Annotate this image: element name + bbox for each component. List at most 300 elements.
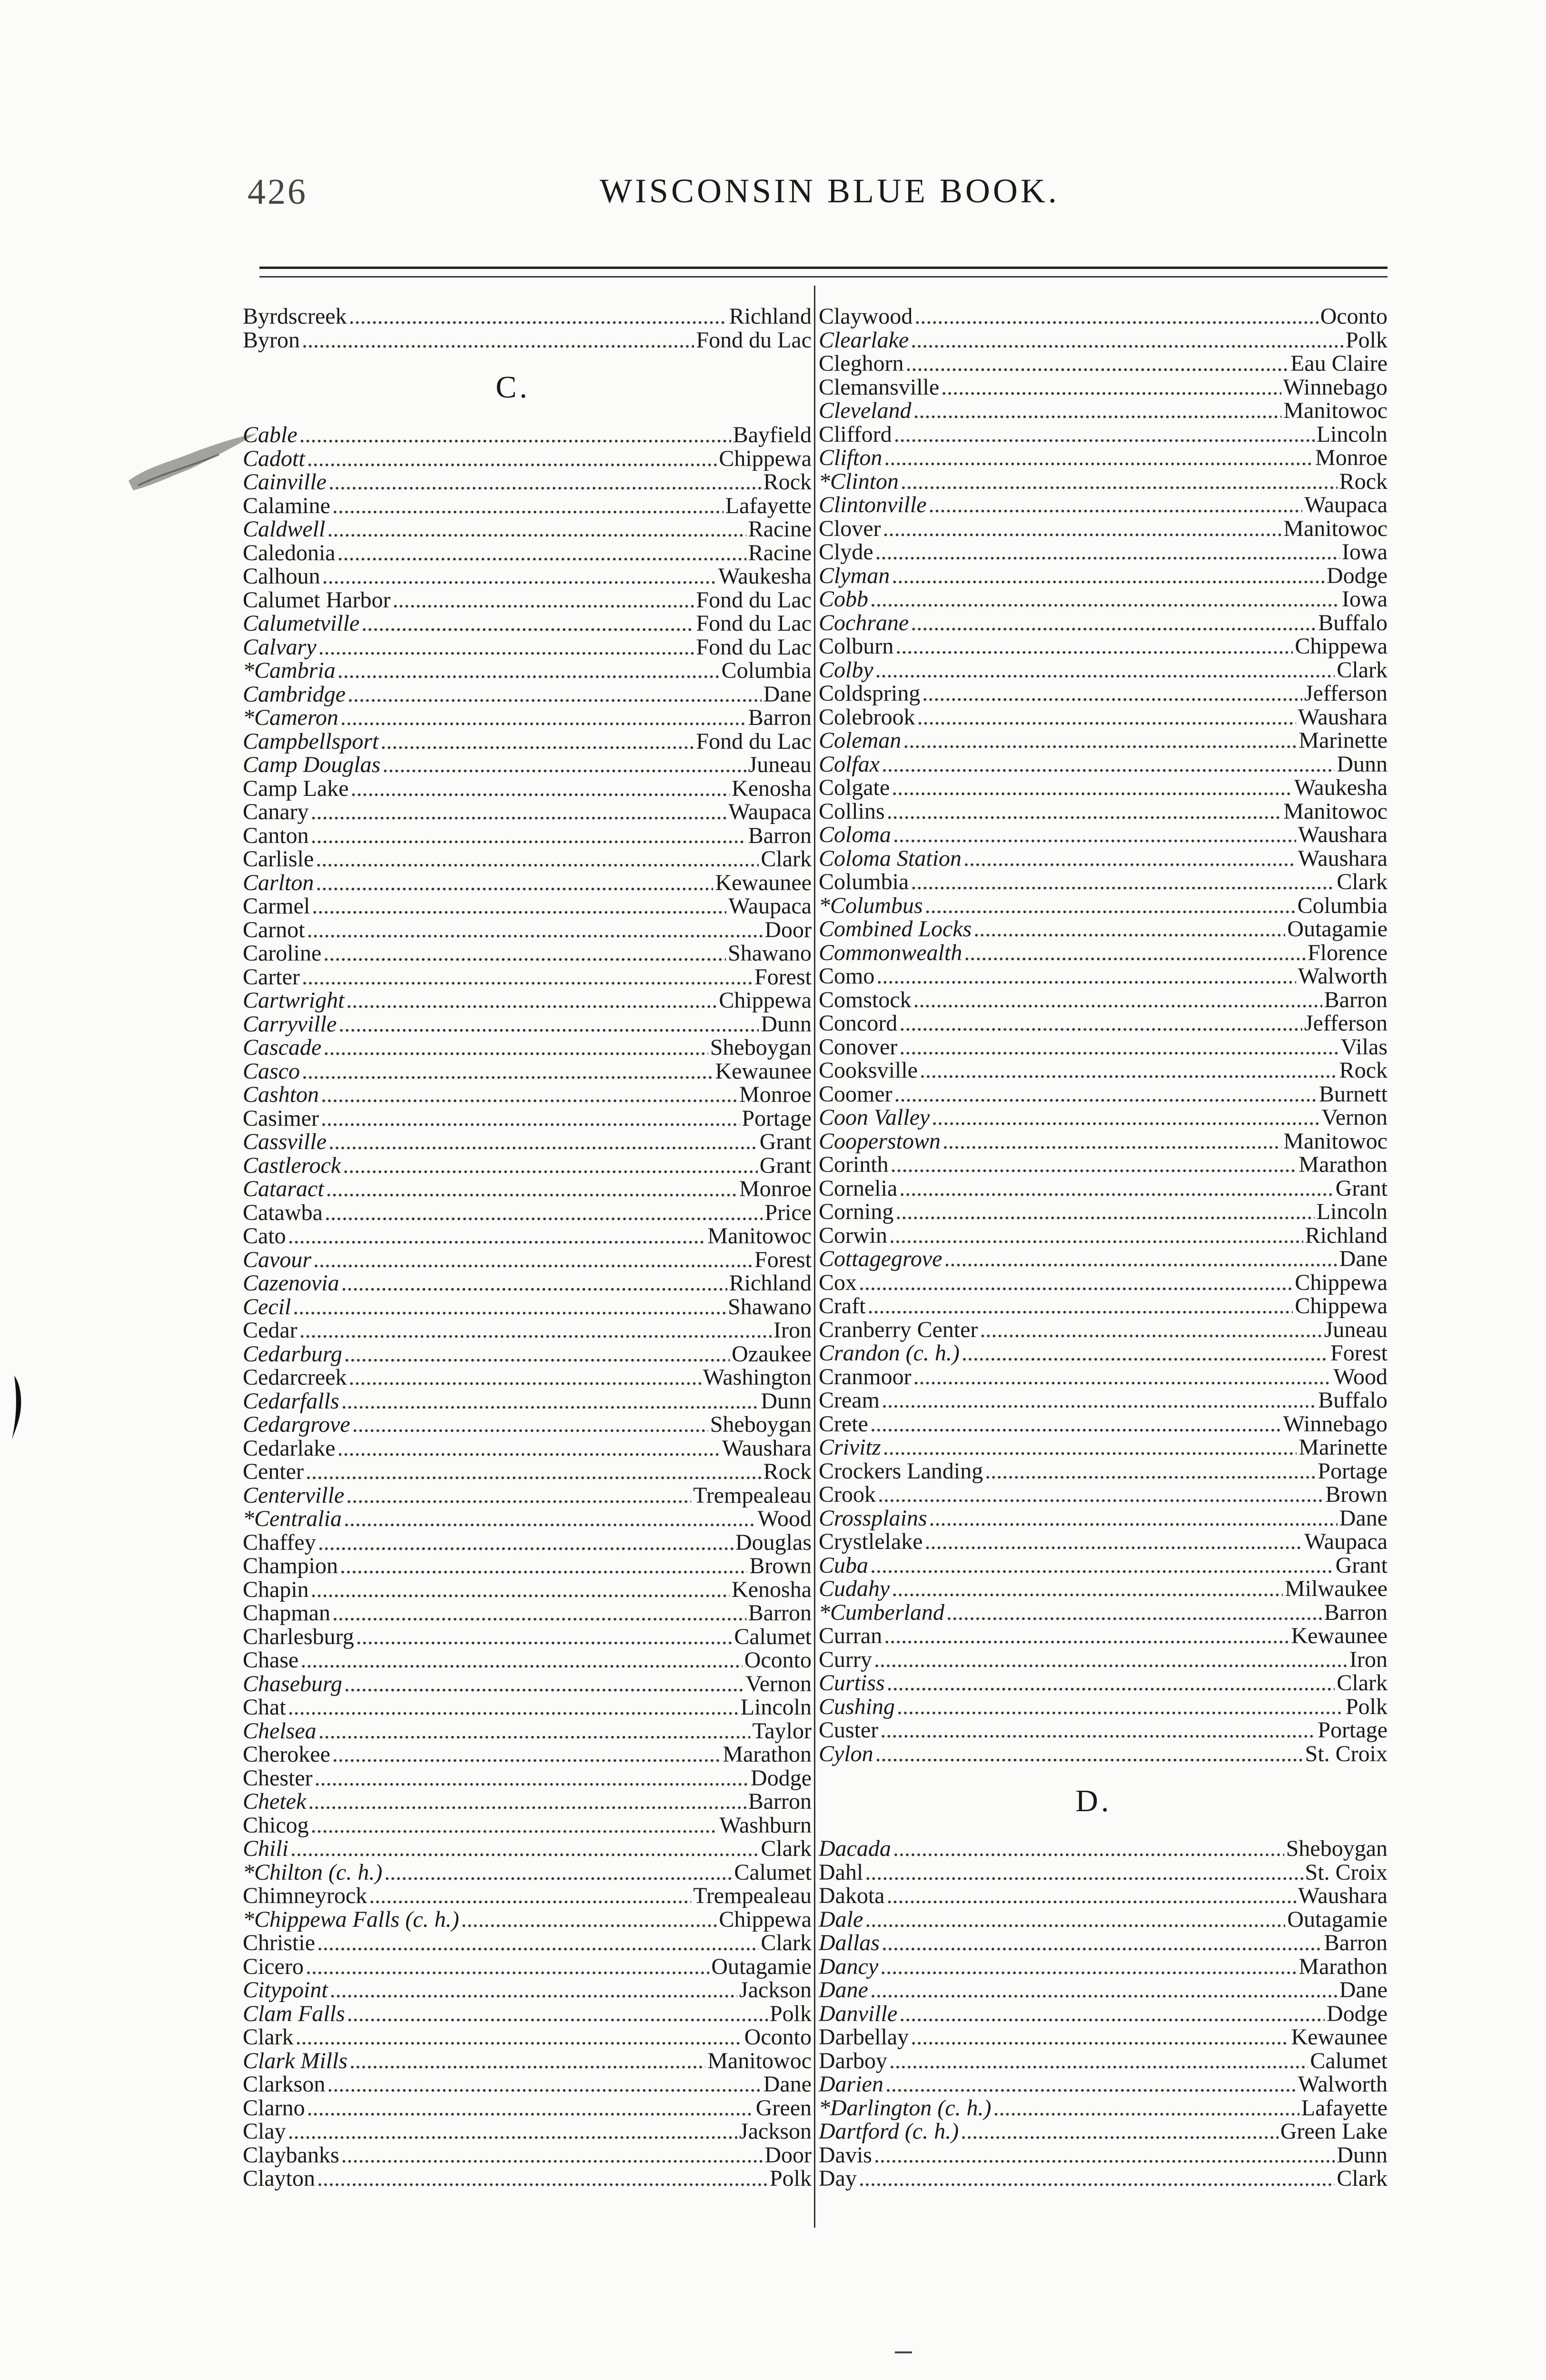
bottom-mark [895,2351,912,2353]
county-name: Door [764,917,812,942]
gazetteer-entry [243,1342,812,1366]
gazetteer-entry [243,1861,812,1884]
gazetteer-entry [819,2002,1387,2026]
gazetteer-entry [819,446,1387,470]
place-name: Cushing [819,1694,895,1719]
place-name: Dale [819,1906,863,1932]
leader-dots [865,1861,1303,1884]
place-name: Cornelia [819,1175,898,1201]
place-name: Chester [243,1765,313,1791]
gazetteer-entry [819,1861,1387,1884]
county-name: Forest [754,964,812,990]
section-letter: D. [1075,1784,1112,1818]
gazetteer-entry [819,1318,1387,1342]
place-name: Crook [819,1482,876,1507]
county-name: Dane [1339,1246,1387,1271]
place-name: Cox [819,1269,857,1295]
county-name: Barron [1324,1599,1387,1625]
county-name: Grant [1335,1552,1387,1578]
gazetteer-entry [243,1060,812,1083]
gazetteer-entry [243,1814,812,1837]
place-name: Danville [819,2001,898,2026]
county-name: Waupaca [728,799,812,824]
gazetteer-entry [243,942,812,965]
leader-dots [883,517,1282,541]
place-name: Colebrook [819,704,915,730]
county-name: Chippewa [719,446,812,471]
county-name: Polk [769,2001,812,2026]
leader-dots [341,2143,763,2167]
county-name: Fond du Lac [696,728,812,754]
leader-dots [891,1153,1297,1177]
county-name: Ozaukee [732,1341,812,1367]
gazetteer-entry [819,399,1387,423]
place-name: Champion [243,1553,338,1578]
gazetteer-entry [819,1271,1387,1295]
county-name: Barron [748,1600,812,1626]
place-name: Canton [243,823,309,848]
leader-dots [892,1577,1283,1601]
place-name: Crete [819,1411,868,1437]
leader-dots [859,2167,1335,2191]
county-name: Shawano [728,941,812,966]
county-name: Marathon [723,1742,812,1767]
gazetteer-entry [819,870,1387,894]
county-name: Manitowoc [1283,398,1387,423]
county-name: Clark [761,1836,812,1861]
leader-dots [302,1060,713,1083]
leader-dots [306,1955,709,1979]
leader-dots [327,2073,761,2096]
gazetteer-entry [819,611,1387,635]
leader-dots [944,1247,1338,1271]
place-name: Coldspring [819,681,921,706]
place-name: Clearlake [819,327,909,353]
leader-dots [347,683,762,706]
leader-dots [946,1601,1322,1625]
gazetteer-entry [243,1672,812,1696]
place-name: Crivitz [819,1435,881,1460]
gazetteer-entry [819,1577,1387,1601]
place-name: Conover [819,1034,898,1060]
leader-dots [893,1837,1284,1861]
leader-dots [328,470,762,494]
place-name: Claywood [819,304,913,329]
county-name: Waushara [1298,1883,1387,1908]
place-name: Colgate [819,775,890,800]
place-name: *Clinton [819,468,899,494]
county-name: Richland [729,304,812,329]
place-name: Centerville [243,1482,345,1508]
leader-dots [887,800,1282,823]
county-name: Monroe [739,1082,812,1107]
leader-dots [306,1460,762,1484]
county-name: Waupaca [728,893,812,919]
gazetteer-entry [243,730,812,754]
place-name: Caroline [243,941,322,966]
gazetteer-entry [243,1460,812,1484]
leader-dots [925,1530,1303,1554]
gazetteer-entry [819,682,1387,705]
leader-dots [341,1271,727,1295]
county-name: Racine [748,516,812,542]
county-name: Oconto [744,2024,812,2050]
county-name: Monroe [1315,445,1387,470]
place-name: Clark [243,2024,294,2050]
place-name: Chicog [243,1812,309,1838]
gazetteer-entry [243,1484,812,1507]
county-name: Kenosha [732,1577,812,1602]
gazetteer-entry [243,1154,812,1178]
leader-dots [317,1931,759,1955]
gazetteer-entry [243,1177,812,1201]
place-name: Dane [819,1977,868,2003]
county-name: Grant [759,1152,812,1178]
place-name: Camp Douglas [243,752,381,777]
county-name: St. Croix [1305,1741,1387,1766]
county-name: Chippewa [1295,1269,1387,1295]
gazetteer-entry [243,2073,812,2096]
county-name: Polk [1345,327,1387,353]
gazetteer-entry [819,1483,1387,1507]
gazetteer-entry [243,1696,812,1719]
county-name: Chippewa [1295,1293,1387,1319]
place-name: Carnot [243,917,305,942]
gazetteer-entry [243,1201,812,1225]
place-name: Cranberry Center [819,1317,978,1342]
county-name: Green Lake [1280,2119,1387,2144]
gazetteer-entry [819,1082,1387,1106]
gazetteer-entry [243,1578,812,1602]
leader-dots [302,965,753,989]
leader-dots [323,1036,708,1060]
gazetteer-entry [819,658,1387,682]
leader-dots [296,2025,743,2049]
county-name: Manitowoc [1283,798,1387,824]
gazetteer-entry [819,635,1387,658]
leader-dots [307,918,763,942]
county-name: Shawano [728,1294,812,1319]
place-name: Chaseburg [243,1671,342,1696]
place-name: Clover [819,516,881,541]
county-name: Brown [749,1553,812,1578]
county-name: Walworth [1298,963,1387,989]
county-name: Iowa [1342,586,1387,612]
county-name: Dane [763,2072,812,2097]
gazetteer-entry [819,1130,1387,1153]
leader-dots [895,635,1293,658]
section-letter: C. [496,370,530,405]
county-name: Outagamie [1287,916,1387,942]
leader-dots [913,988,1322,1012]
gazetteer-entry [243,1295,812,1319]
leader-dots [882,1388,1316,1412]
gazetteer-entry [819,1247,1387,1271]
gazetteer-entry [819,1648,1387,1672]
gazetteer-entry [243,918,812,942]
leader-dots [911,328,1344,352]
gazetteer-entry [819,776,1387,800]
leader-dots [340,706,746,730]
gazetteer-entry [243,1743,812,1766]
leader-dots [307,447,717,471]
county-name: Richland [1305,1222,1387,1248]
place-name: *Cameron [243,705,338,730]
county-name: Kewaunee [1291,1623,1387,1648]
leader-dots [875,540,1340,564]
place-name: Cedarburg [243,1341,342,1367]
place-name: Cartwright [243,988,345,1013]
county-name: Waushara [1298,845,1387,871]
place-name: Clay [243,2119,286,2144]
gazetteer-entry [243,706,812,730]
gazetteer-entry [243,305,812,328]
gazetteer-entry [243,470,812,494]
gazetteer-entry [243,2002,812,2026]
place-name: Cranmoor [819,1364,912,1389]
place-name: Chili [243,1836,289,1861]
gazetteer-entry [243,588,812,612]
leader-dots [980,1318,1322,1342]
leader-dots [903,729,1297,753]
gazetteer-entry [819,753,1387,776]
gazetteer-entry [243,565,812,588]
leader-dots [894,423,1315,446]
county-name: Waushara [1298,704,1387,730]
leader-dots [321,1083,737,1107]
place-name: Dacada [819,1836,891,1861]
place-name: Crandon (c. h.) [819,1340,960,1366]
county-name: Winnebago [1283,1411,1387,1437]
leader-dots [899,1177,1333,1200]
gazetteer-entry [243,2025,812,2049]
leader-dots [925,894,1296,918]
leader-dots [461,1908,717,1932]
leader-dots [302,328,694,352]
place-name: Curran [819,1623,882,1648]
place-name: Combined Locks [819,916,972,942]
gazetteer-entry [243,2143,812,2167]
place-name: Carryville [243,1011,337,1037]
place-name: Coloma [819,822,892,847]
county-name: Manitowoc [707,1223,812,1249]
leader-dots [899,2002,1325,2026]
leader-dots [328,1130,758,1154]
leader-dots [349,305,727,328]
gazetteer-entry [819,1624,1387,1648]
county-name: Dane [1339,1977,1387,2003]
county-name: Grant [759,1129,812,1154]
leader-dots [384,1861,732,1884]
gazetteer-entry [819,423,1387,446]
county-name: Taylor [752,1718,812,1744]
county-name: Oconto [744,1647,812,1673]
county-name: Eau Claire [1290,351,1387,376]
place-name: Clyde [819,539,873,565]
place-name: Clam Falls [243,2001,345,2026]
leader-dots [895,1200,1314,1224]
county-name: Jackson [739,1977,812,2003]
place-name: Cottagegrove [819,1246,942,1271]
county-name: Forest [1330,1340,1387,1366]
county-name: Iron [773,1318,812,1343]
gazetteer-entry [819,847,1387,871]
place-name: Dahl [819,1859,863,1885]
gazetteer-entry [243,659,812,683]
county-name: Waupaca [1304,492,1387,517]
place-name: Cicero [243,1954,304,1979]
gazetteer-entry [819,2096,1387,2120]
place-name: Cedarfalls [243,1388,339,1414]
leader-dots [899,1012,1302,1035]
place-name: Crystlelake [819,1529,923,1554]
leader-dots [300,1648,742,1672]
county-name: Juneau [748,752,812,777]
county-name: Iron [1349,1646,1387,1672]
gazetteer-entry [243,1625,812,1649]
gazetteer-entry [243,989,812,1012]
county-name: Dunn [761,1388,812,1414]
leader-dots [327,517,746,541]
leader-dots [318,635,694,659]
place-name: *Centralia [243,1506,342,1531]
gazetteer-entry [243,494,812,518]
gazetteer-entry [819,1742,1387,1766]
gazetteer-entry [243,1413,812,1437]
place-name: *Cambria [243,658,336,683]
gazetteer-entry [819,376,1387,399]
place-name: Center [243,1459,304,1484]
leader-dots [887,1671,1335,1695]
place-name: Corinth [819,1152,889,1177]
gazetteer-entry [819,305,1387,328]
leader-dots [884,1624,1289,1648]
gazetteer-entry [819,941,1387,965]
place-name: Casimer [243,1105,319,1131]
county-name: Columbia [1297,892,1387,918]
gazetteer-entry [243,423,812,447]
place-name: Cylon [819,1741,873,1766]
place-name: Concord [819,1011,898,1036]
place-name: Chelsea [243,1718,317,1744]
place-name: Camp Lake [243,775,349,801]
page-number: 426 [248,172,307,212]
leader-dots [911,870,1335,894]
leader-dots [344,1507,756,1531]
county-name: Jefferson [1304,681,1387,706]
gazetteer-entry [243,517,812,541]
county-name: Jackson [739,2119,812,2144]
gazetteer-entry [819,1601,1387,1625]
county-name: Wood [1333,1364,1387,1389]
gazetteer-entry [243,1766,812,1790]
leader-dots [380,730,694,754]
county-name: Kewaunee [715,870,812,895]
place-name: Cedarlake [243,1435,336,1461]
place-name: Cavour [243,1247,311,1272]
leader-dots [338,1012,759,1036]
gazetteer-entry [819,729,1387,753]
gazetteer-entry [819,587,1387,611]
place-name: Clarkson [243,2072,326,2097]
gazetteer-entry [819,1955,1387,1979]
leader-dots [349,2049,705,2073]
leader-dots [870,1978,1338,2002]
leader-dots [325,1201,763,1225]
place-name: Christie [243,1930,315,1955]
leader-dots [352,1413,708,1437]
leader-dots [920,1059,1338,1082]
leader-dots [332,1601,746,1625]
leader-dots [870,1554,1334,1577]
place-name: Clarno [243,2095,305,2121]
county-name: Outagamie [1287,1906,1387,1932]
gazetteer-entry [243,1531,812,1555]
gazetteer-entry [243,1248,812,1272]
county-name: Portage [1318,1458,1387,1484]
leader-dots [897,1695,1344,1719]
gazetteer-entry [819,1341,1387,1365]
place-name: Canary [243,799,309,824]
gazetteer-entry [819,988,1387,1012]
place-name: Commonwealth [819,940,962,965]
leader-dots [315,1766,749,1790]
leader-dots [878,1483,1323,1507]
gazetteer-entry [819,1200,1387,1224]
place-name: Claybanks [243,2142,339,2168]
place-name: Cazenovia [243,1270,339,1296]
gazetteer-entry [243,1908,812,1932]
gazetteer-entry [243,777,812,801]
leader-dots [361,612,694,635]
gazetteer-entry [243,635,812,659]
place-name: *Columbus [819,892,923,918]
county-name: Kewaunee [1291,2024,1387,2050]
gazetteer-entry [819,564,1387,588]
county-name: Chippewa [719,988,812,1013]
place-name: Dallas [819,1930,880,1955]
gazetteer-entry [243,447,812,471]
leader-dots [313,1248,753,1272]
place-name: Chimneyrock [243,1883,367,1908]
place-name: Cainville [243,469,327,495]
county-name: Oconto [1320,304,1387,329]
county-name: Green [755,2095,812,2121]
leader-dots [963,847,1296,871]
page-header [248,171,1390,214]
county-name: Lafayette [725,493,812,518]
place-name: Columbia [819,869,909,894]
county-name: Columbia [721,658,812,683]
county-name: Clark [761,1930,812,1955]
gazetteer-entry [243,800,812,824]
place-name: Dancy [819,1954,879,1979]
leader-dots [326,1177,737,1201]
county-name: Rock [763,1459,812,1484]
right-column [819,305,1387,2191]
leader-dots [311,824,746,848]
leader-dots [340,1554,747,1578]
gazetteer-entry [819,1671,1387,1695]
place-name: Day [819,2166,857,2191]
county-name: Lincoln [740,1695,812,1720]
leader-dots [914,305,1318,328]
place-name: Clifford [819,421,892,447]
leader-dots [347,2002,768,2026]
county-name: Trempealeau [693,1883,812,1908]
gazetteer-entry [819,1695,1387,1719]
gazetteer-entry [819,1035,1387,1059]
